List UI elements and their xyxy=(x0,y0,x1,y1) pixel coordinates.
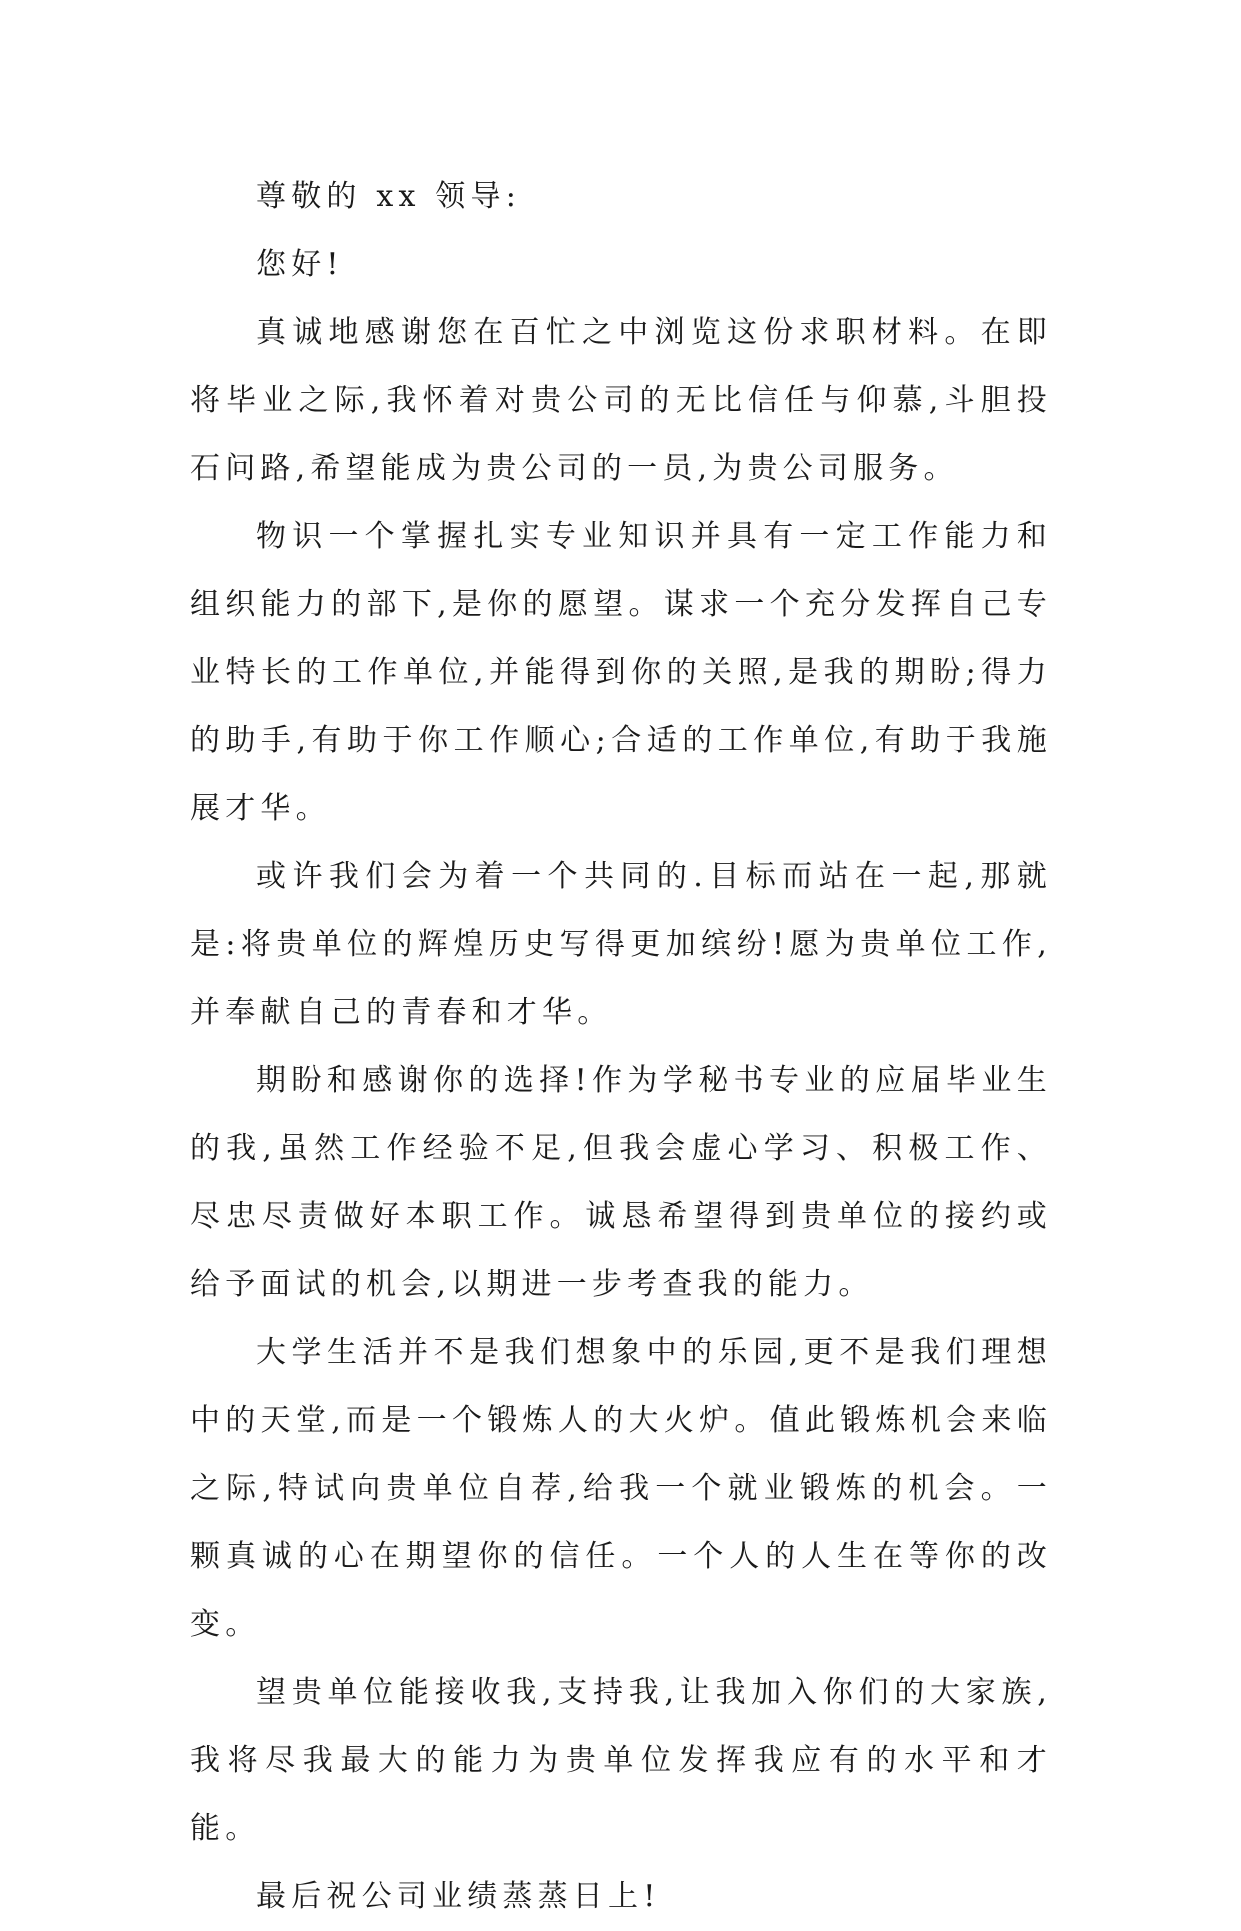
salutation: 尊敬的 xx 领导: xyxy=(256,179,522,214)
closing: 最后祝公司业绩蒸蒸日上! xyxy=(256,1879,661,1914)
paragraph-6: 望贵单位能接收我,支持我,让我加入你们的大家族,我将尽我最大的能力为贵单位发挥我应有的水平和才能。 xyxy=(190,1675,1052,1846)
paragraph-2: 物识一个掌握扎实专业知识并具有一定工作能力和组织能力的部下,是你的愿望。谋求一个充分发挥自己专业特长的工作单位,并能得到你的关照,是我的期盼;得力的助手,有助于你工作顺心;合适的工作单位,有助于我施展才华。 xyxy=(190,519,1052,826)
greeting: 您好! xyxy=(256,247,344,282)
paragraph-1: 真诚地感谢您在百忙之中浏览这份求职材料。在即将毕业之际,我怀着对贵公司的无比信任与仰慕,斗胆投石问路,希望能成为贵公司的一员,为贵公司服务。 xyxy=(190,315,1052,486)
paragraph-3: 或许我们会为着一个共同的.目标而站在一起,那就是:将贵单位的辉煌历史写得更加缤纷!愿为贵单位工作,并奉献自己的青春和才华。 xyxy=(190,859,1052,1030)
paragraph-4: 期盼和感谢你的选择!作为学秘书专业的应届毕业生的我,虽然工作经验不足,但我会虚心学习、积极工作、尽忠尽责做好本职工作。诚恳希望得到贵单位的接约或给予面试的机会,以期进一步考查我的能力。 xyxy=(190,1063,1052,1302)
letter-body xyxy=(190,163,1052,1931)
paragraph-5: 大学生活并不是我们想象中的乐园,更不是我们理想中的天堂,而是一个锻炼人的大火炉。值此锻炼机会来临之际,特试向贵单位自荐,给我一个就业锻炼的机会。一颗真诚的心在期望你的信任。一个人的人生在等你的改变。 xyxy=(190,1335,1052,1642)
